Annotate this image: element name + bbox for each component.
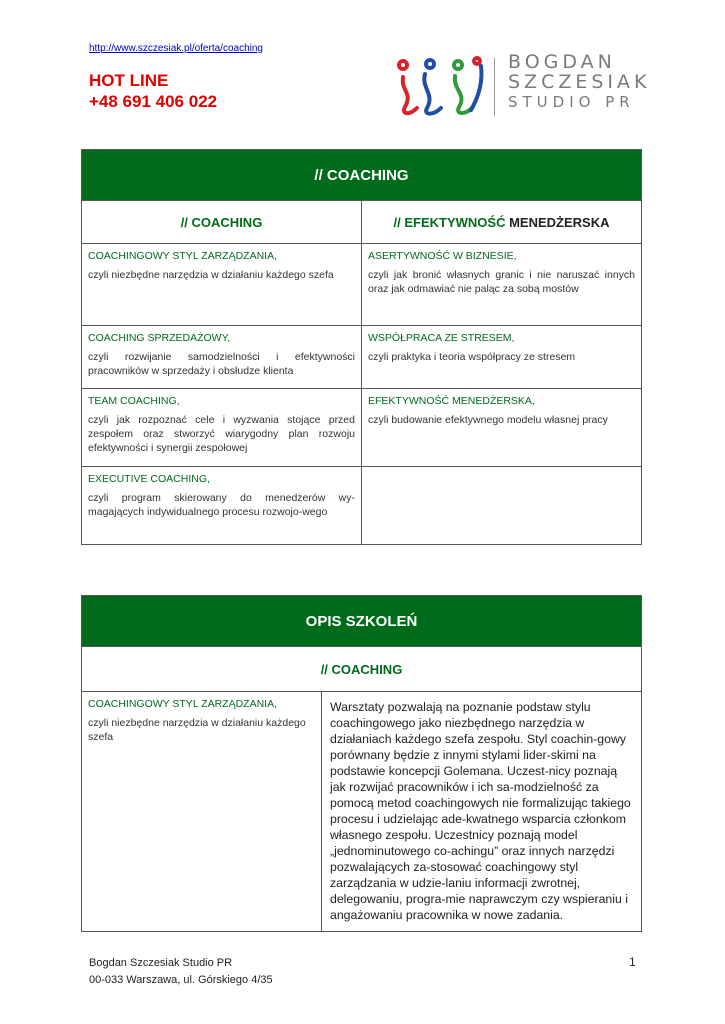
hotline-label: HOT LINE (89, 71, 169, 90)
offer-title: EFEKTYWNOŚĆ MENEDŻERSKA, (368, 395, 535, 407)
logo-line-3: STUDIO PR (508, 93, 635, 111)
training-cell-left (82, 692, 322, 932)
table2-heading: OPIS SZKOLEŃ (82, 596, 642, 647)
logo-line-2: SZCZESIAK (508, 71, 651, 93)
offer-cell-right (362, 244, 642, 326)
offer-cell-right (362, 326, 642, 389)
offer-title: WSPÓŁPRACA ZE STRESEM, (368, 332, 515, 344)
offer-desc: czyli praktyka i teoria współpracy ze stresem (368, 351, 576, 363)
offer-desc: czyli niezbędne narzędzia w działaniu każdego szefa (88, 269, 334, 281)
offer-desc: czyli jak bronić własnych granic i nie naruszać innych oraz jak odmawiać nie paląc za sobą mostów (368, 269, 635, 295)
offer-title: EXECUTIVE COACHING, (88, 473, 210, 485)
page-footer (89, 955, 273, 989)
table-row (82, 244, 642, 326)
logo-wordmark (508, 52, 651, 112)
col2-rest: MENEDŻERSKA (505, 214, 610, 230)
table1-col1-header: // COACHING (82, 201, 362, 244)
offer-title: COACHING SPRZEDAŻOWY, (88, 332, 231, 344)
table-row (82, 467, 642, 545)
table1-col2-header (362, 201, 642, 244)
hotline (89, 70, 217, 112)
training-description-table (81, 595, 642, 932)
col2-prefix: // (393, 214, 405, 230)
col2-accent: EFEKTYWNOŚĆ (404, 214, 506, 230)
table-row (82, 326, 642, 389)
table-row (82, 692, 642, 932)
offer-cell-left (82, 244, 362, 326)
page-number: 1 (629, 955, 636, 969)
logo-line-1: BOGDAN (508, 51, 616, 73)
offer-title: COACHINGOWY STYL ZARZĄDZANIA, (88, 250, 278, 262)
offer-cell-left (82, 389, 362, 467)
offer-cell-left (82, 326, 362, 389)
offer-desc: czyli rozwijanie samodzielności i efektywności pracowników w sprzedaży i obsłudze klienta (88, 351, 355, 377)
offer-desc: czyli budowanie efektywnego modelu własnej pracy (368, 414, 608, 426)
source-url-link[interactable]: http://www.szczesiak.pl/oferta/coaching (89, 43, 263, 54)
footer-address: 00-033 Warszawa, ul. Górskiego 4/35 (89, 974, 273, 986)
training-title: COACHINGOWY STYL ZARZĄDZANIA, (88, 698, 278, 710)
table1-heading: // COACHING (82, 150, 642, 201)
offer-desc: czyli jak rozpoznać cele i wyzwania stojące przed zespołem oraz stworzyć wiarygodny plan rozwoju efektywności i synergii zespołowej (88, 414, 355, 454)
footer-company: Bogdan Szczesiak Studio PR (89, 957, 233, 969)
logo-divider (494, 58, 495, 116)
table-row (82, 389, 642, 467)
offer-title: ASERTYWNOŚĆ W BIZNESIE, (368, 250, 517, 262)
coaching-offer-table (81, 149, 642, 545)
offer-cell-right (362, 467, 642, 545)
hotline-number: +48 691 406 022 (89, 92, 218, 111)
offer-cell-right (362, 389, 642, 467)
offer-cell-left (82, 467, 362, 545)
training-description: Warsztaty pozwalają na poznanie podstaw stylu coachingowego jako niezbędnego narzędzia w działaniach każdego szefa zespołu. Styl coachin-gowy porównany będzie z innymi stylami lider-skimi na podstawie koncepcji Golemana. Uczest-nicy poznają jak rozwijać pracowników i ich sa-modzielność za pomocą metod coachingowych nie formalizując takiego procesu i udzielając ade-kwatnego wsparcia członkom własnego zespołu. Uczestnicy poznają model „jednominutowego co-achingu” oraz innych narzędzi pozwalających za-stosować coachingowy styl zarządzania w udzie-laniu informacji zwrotnej, delegowaniu, progra-mie naprawczym czy wspieraniu i angażowaniu pracownika w nowe zadania. (322, 692, 642, 932)
offer-desc: czyli program skierowany do menedżerów wy-magających indywidualnego procesu rozwojo-wego (88, 492, 355, 518)
table2-sub-header: // COACHING (82, 647, 642, 692)
offer-title: TEAM COACHING, (88, 395, 180, 407)
training-subtitle: czyli niezbędne narzędzia w działaniu każdego szefa (88, 717, 306, 743)
